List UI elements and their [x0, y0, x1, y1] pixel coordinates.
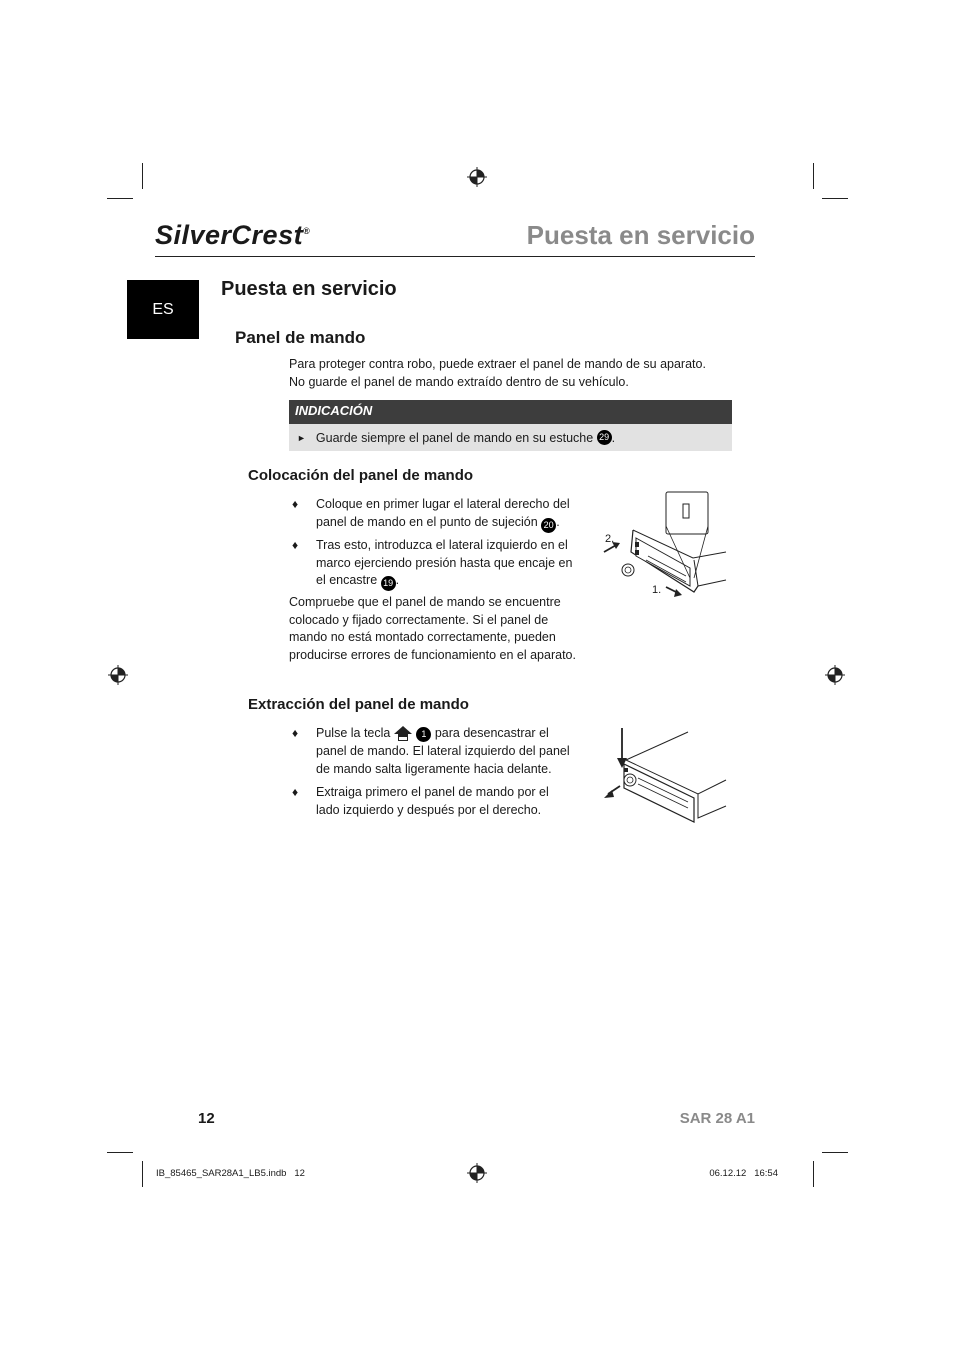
ref-badge: 1	[416, 727, 431, 742]
step-line: para desencastrar el	[434, 726, 549, 741]
diamond-bullet-icon: ♦	[292, 497, 299, 511]
paragraph-line: mando no está montado correctamente, pueden	[289, 630, 556, 644]
note-text-end: .	[611, 430, 616, 445]
crop-mark	[142, 163, 143, 189]
paragraph-line: colocado y fijado correctamente. Si el panel de	[289, 612, 549, 627]
figure-label: 2.	[605, 533, 615, 545]
step-line: panel de mando en el punto de sujeción	[316, 514, 538, 529]
step-line: el encastre	[316, 573, 378, 587]
panel-title: Panel de mando	[235, 328, 366, 347]
step-line: Coloque en primer lugar el lateral derecho del	[316, 497, 570, 511]
print-slug-date: 06.12.12 16:54	[709, 1168, 778, 1179]
extraccion-step-1	[316, 725, 570, 778]
header-divider	[155, 256, 755, 257]
paragraph-line: Compruebe que el panel de mando se encuentre	[289, 595, 561, 609]
registration-mark-icon	[825, 665, 845, 685]
note-text: Guarde siempre el panel de mando en su estuche	[315, 430, 594, 445]
colocacion-title: Colocación del panel de mando	[248, 467, 474, 484]
ref-badge: 20	[541, 518, 556, 533]
diamond-bullet-icon: ♦	[292, 538, 299, 552]
brand-logo: SilverCrest®	[155, 220, 311, 250]
model-number: SAR 28 A1	[679, 1110, 755, 1127]
diamond-bullet-icon: ♦	[292, 726, 299, 740]
step-line: lado izquierdo y después por el derecho.	[316, 802, 542, 817]
colocacion-paragraph	[289, 594, 576, 664]
step-line: de mando salta ligeramente hacia delante.	[316, 761, 552, 776]
paragraph-line: producirse errores de funcionamiento en el aparato.	[289, 647, 576, 662]
extraccion-title: Extracción del panel de mando	[248, 696, 469, 713]
note-body	[289, 424, 732, 451]
crop-mark	[822, 198, 848, 199]
step-line: Pulse la tecla	[316, 726, 391, 741]
header-title: Puesta en servicio	[526, 220, 755, 250]
panel-intro-line: No guarde el panel de mando extraído dentro de su vehículo.	[289, 374, 629, 389]
crop-mark	[822, 1152, 848, 1153]
registration-mark-icon	[108, 665, 128, 685]
crop-mark	[813, 163, 814, 189]
panel-intro-line: Para proteger contra robo, puede extraer el panel de mando de su aparato.	[289, 357, 706, 371]
panel-intro	[289, 356, 706, 391]
crop-mark	[107, 198, 133, 199]
arrow-right-icon: ►	[297, 432, 306, 443]
note-heading: INDICACIÓN	[289, 400, 732, 424]
release-key-icon	[393, 725, 413, 743]
step-line: marco ejerciendo presión hasta que encaje en	[316, 555, 573, 570]
crop-mark	[107, 1152, 133, 1153]
colocacion-step-1: Coloque en primer lugar el lateral derecho del panel de mando en el punto de sujeción 20 .	[316, 496, 570, 533]
print-slug-file: IB_85465_SAR28A1_LB5.indb 12	[156, 1168, 305, 1179]
ref-badge: 19	[381, 576, 396, 591]
registration-mark-icon	[467, 1163, 487, 1183]
step-line: Extraiga primero el panel de mando por el	[316, 785, 549, 799]
diamond-bullet-icon: ♦	[292, 785, 299, 799]
extraccion-step-2	[316, 784, 549, 819]
colocacion-step-2: Tras esto, introduzca el lateral izquierdo en el marco ejerciendo presión hasta que encaje en el encastre 19 .	[316, 537, 572, 591]
crop-mark	[813, 1161, 814, 1187]
section-title: Puesta en servicio	[221, 278, 397, 300]
ref-badge: 29	[597, 430, 612, 445]
page-number: 12	[198, 1110, 215, 1127]
panel-attach-illustration	[598, 490, 730, 605]
language-tab: ES	[127, 280, 199, 339]
panel-removal-illustration	[598, 722, 730, 826]
step-line: panel de mando. El lateral izquierdo del panel	[316, 744, 570, 758]
crop-mark	[142, 1161, 143, 1187]
figure-label: 1.	[652, 584, 662, 596]
registration-mark-icon	[467, 167, 487, 187]
step-line: Tras esto, introduzca el lateral izquierdo en el	[316, 538, 568, 552]
